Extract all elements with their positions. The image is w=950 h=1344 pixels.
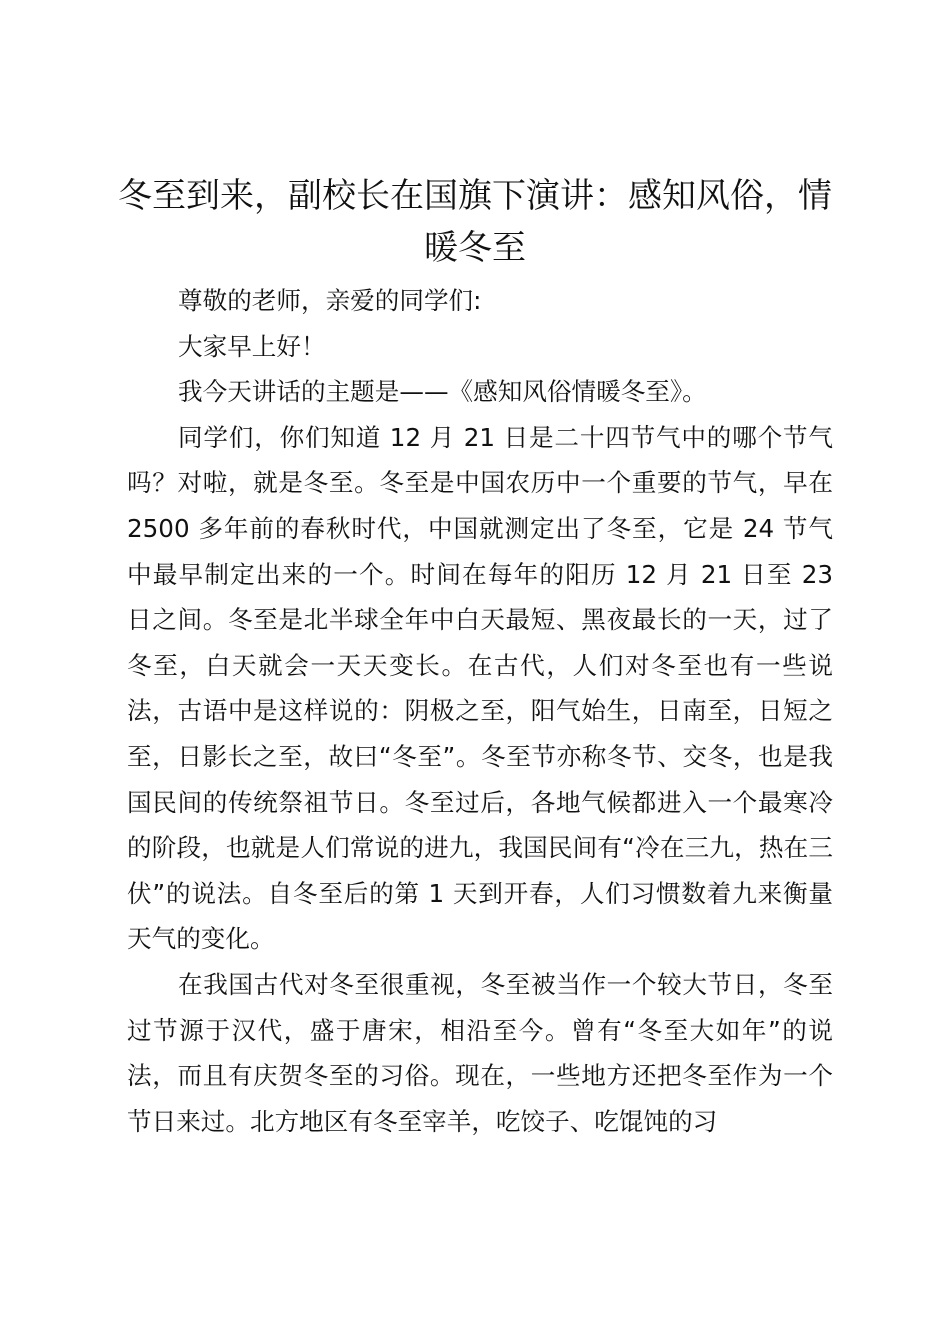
body-paragraph: 同学们，你们知道 12 月 21 日是二十四节气中的哪个节气吗？对啦，就是冬至。冬至是中国农历中一个重要的节气，早在 2500 多年前的春秋时代，中国就测定出了冬至，它是 24 节气中最早制定出来的一个。时间在每年的阳历 12 月 21 日至 23 日之间。冬至是北半球全年中白天最短、黑夜最长的一天，过了冬至，白天就会一天天变长。在古代，人们对冬至也有一些说法，古语中是这样说的：阴极之至，阳气始生，日南至，日短之至，日影长之至，故曰“冬至”。冬至节亦称冬节、交冬，也是我国民间的传统祭祖节日。冬至过后，各地气候都进入一个最寒冷的阶段，也就是人们常说的进九，我国民间有“冷在三九，热在三伏”的说法。自冬至后的第 1 天到开春，人们习惯数着九来衡量天气的变化。: [127, 422, 833, 954]
salutation: 尊敬的老师，亲爱的同学们:: [178, 286, 482, 315]
body-paragraph: 在我国古代对冬至很重视，冬至被当作一个较大节日，冬至过节源于汉代，盛于唐宋，相沿至今。曾有“冬至大如年”的说法，而且有庆贺冬至的习俗。现在，一些地方还把冬至作为一个节日来过。北方地区有冬至宰羊，吃饺子、吃馄饨的习: [127, 969, 834, 1136]
document-title: 冬至到来，副校长在国旗下演讲：感知风俗，情暖冬至: [118, 176, 832, 268]
greeting: 大家早上好！: [178, 331, 326, 361]
document-body: [127, 278, 833, 1144]
topic-statement: 我今天讲话的主题是——《感知风俗情暖冬至》。: [178, 377, 707, 407]
